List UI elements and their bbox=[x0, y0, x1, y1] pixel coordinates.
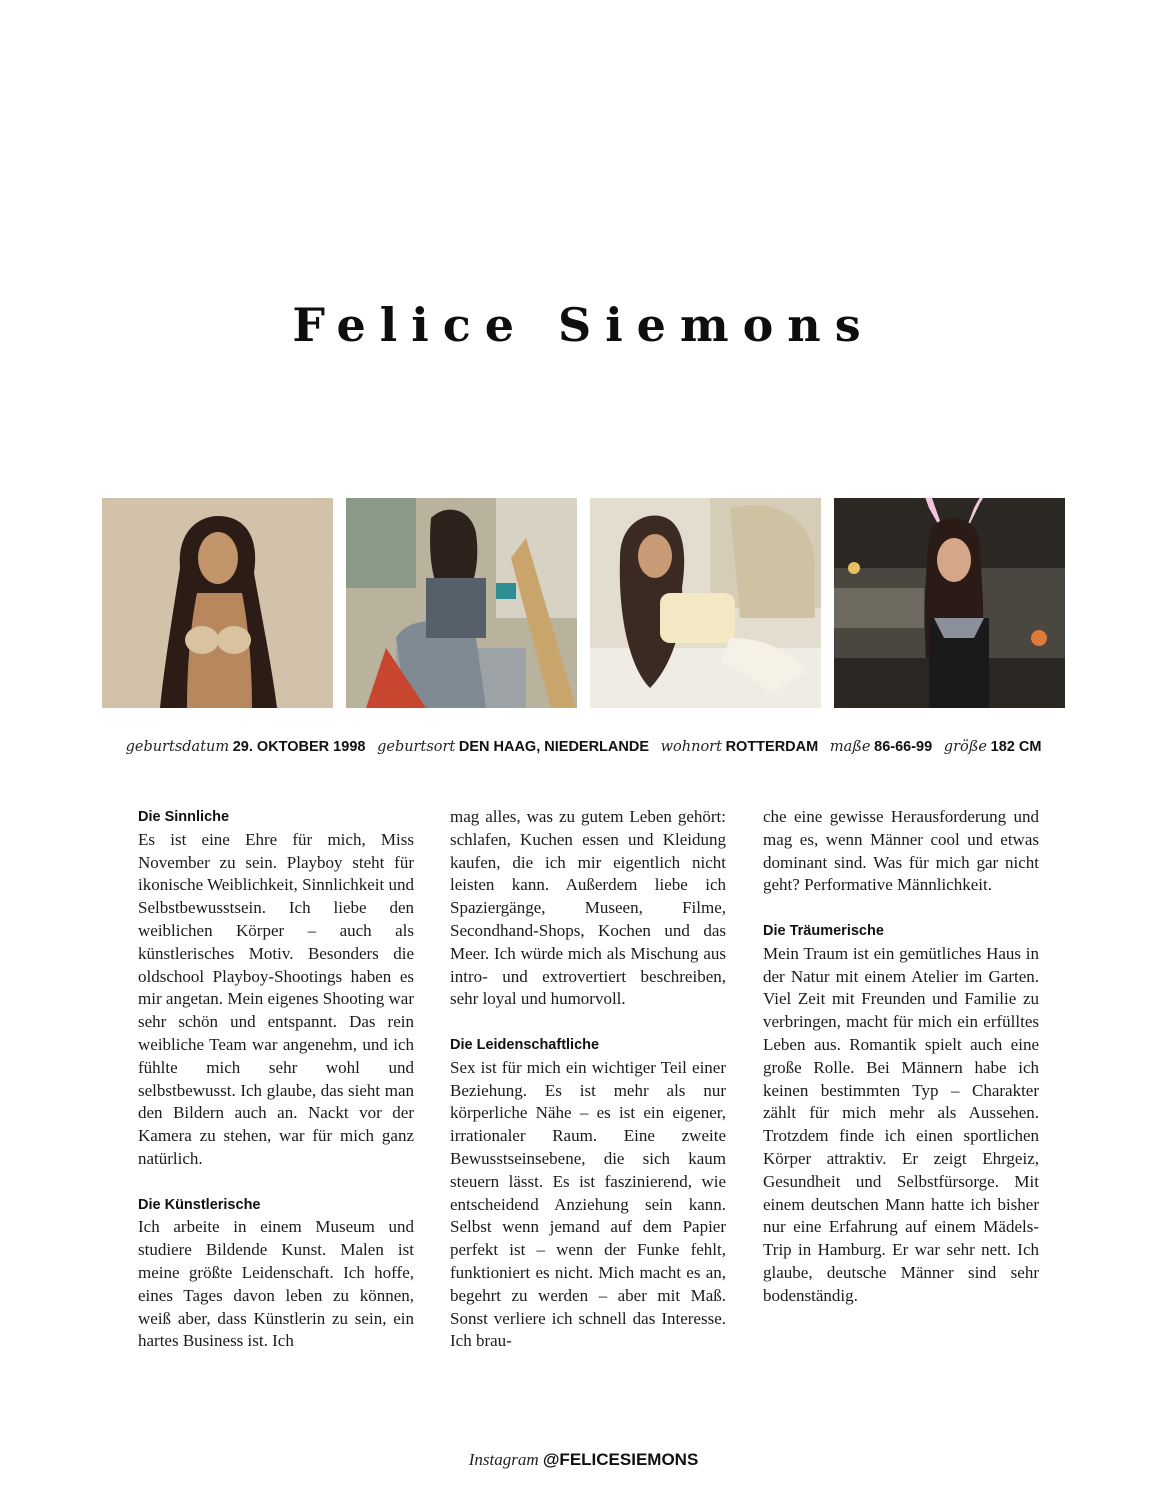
residence-value: ROTTERDAM bbox=[725, 739, 819, 755]
birthdate-value: 29. OKTOBER 1998 bbox=[232, 739, 366, 755]
column-1 bbox=[138, 806, 414, 1353]
section-heading-sinnliche: Die Sinnliche bbox=[138, 809, 230, 825]
height-label: größe bbox=[943, 739, 988, 755]
couch-photo-icon bbox=[590, 498, 821, 708]
section-heading-kuenstlerische: Die Künstlerische bbox=[138, 1196, 261, 1213]
measurements-value: 86-66-99 bbox=[874, 739, 933, 755]
portrait-photo-icon bbox=[102, 498, 333, 708]
photo-strip bbox=[102, 498, 1066, 708]
residence-label: wohnort bbox=[660, 739, 722, 755]
portrait-photo bbox=[102, 498, 333, 708]
section-text-kuenstlerische-part2: mag alles, was zu gutem Leben gehört: schlafen, Kuchen essen und Kleidung kaufen, die ich mir eigentlich nicht leisten kann. Außerdem liebe ich Spaziergänge, Museen, Filme, Secondhand-Shops, Kochen und das Meer. Ich würde mich als Mischung aus intro- und extrovertiert beschreiben, sehr loyal und humorvoll. bbox=[450, 807, 726, 1009]
birthplace-value: DEN HAAG, NIEDERLANDE bbox=[458, 739, 649, 755]
section-text-sinnliche: Es ist eine Ehre für mich, Miss November zu sein. Playboy steht für ikonische Weiblichkeit, Sinnlichkeit und Selbstbewusstsein. Ich liebe den weiblichen Körper – auch als künstlerisches Motiv. Besonders die oldschool Playboy-Shootings haben es mir angetan. Mein eigenes Shooting war sehr schön und entspannt. Das rein weibliche Team war angenehm, und ich fühlte mich sehr wohl und selbstbewusst. Ich glaube, das sieht man den Bildern auch an. Nackt vor der Kamera zu stehen, war für mich ganz natürlich. bbox=[138, 829, 414, 1168]
couch-photo bbox=[590, 498, 821, 708]
birthplace-label: geburtsort bbox=[377, 739, 456, 755]
bunny-ears-photo bbox=[834, 498, 1065, 708]
section-heading-traeumerische: Die Träumerische bbox=[763, 922, 884, 939]
section-text-traeumerische: Mein Traum ist ein gemütliches Haus in der Natur mit einem Atelier im Garten. Viel Zeit mit Freunden und Familie zu verbringen, macht für mich ein erfülltes Leben aus. Romantik spielt auch eine große Rolle. Bei Männern habe ich keinen bestimmten Typ – Charakter zählt für mich mehr als Aussehen. Trotzdem finde ich einen sportlichen Körper attraktiv. Er zeigt Ehrgeiz, Gesundheit und Selbstfürsorge. Mit einem deutschen Mann hatte ich bisher nur eine Erfahrung auf einem Mädels-Trip in Hamburg. Er war sehr nett. Ich glaube, deutsche Männer sind sehr bodenständig. bbox=[763, 943, 1039, 1305]
section-text-leidenschaftliche-part2: che eine gewisse Herausforderung und mag es, wenn Männer cool und etwas dominant sind. Was für mich gar nicht geht? Performative Männlichkeit. bbox=[763, 807, 1039, 895]
column-3 bbox=[763, 806, 1039, 1308]
section-heading-leidenschaftliche: Die Leidenschaftliche bbox=[450, 1036, 600, 1053]
page-title: Felice Siemons bbox=[292, 298, 875, 352]
height-value: 182 CM bbox=[990, 739, 1042, 755]
instagram-label: Instagram bbox=[468, 1450, 539, 1469]
section-text-kuenstlerische-part1: Ich arbeite in einem Museum und studiere Bildende Kunst. Malen ist meine größte Leidenschaft. Ich hoffe, eines Tages davon leben zu können, weiß aber, dass Künstlerin zu sein, ein hartes Business ist. Ich bbox=[138, 1217, 414, 1351]
painting-photo-icon bbox=[346, 498, 577, 708]
column-2 bbox=[450, 806, 726, 1353]
measurements-label: maße bbox=[829, 739, 871, 755]
facts-line bbox=[0, 737, 1167, 757]
instagram-footer bbox=[0, 1448, 1167, 1472]
birthdate-label: geburtsdatum bbox=[125, 739, 230, 755]
bunny-ears-photo-icon bbox=[834, 498, 1065, 708]
painting-photo bbox=[346, 498, 577, 708]
instagram-handle[interactable]: @FELICESIEMONS bbox=[542, 1450, 699, 1469]
section-text-leidenschaftliche-part1: Sex ist für mich ein wichtiger Teil einer Beziehung. Es ist mehr als nur körperliche Nähe – es ist ein eigener, irrationaler Raum. Eine zweite Bewusstseinsebene, die sich kaum steuern lässt. Es ist faszinierend, wie entscheidend Anziehung sein kann. Selbst wenn jemand auf dem Papier perfekt ist – wenn der Funke fehlt, funktioniert es nicht. Mich macht es an, begehrt zu werden – aber mit Maß. Sonst verliere ich schnell das Interesse. Ich brau- bbox=[450, 1057, 726, 1351]
